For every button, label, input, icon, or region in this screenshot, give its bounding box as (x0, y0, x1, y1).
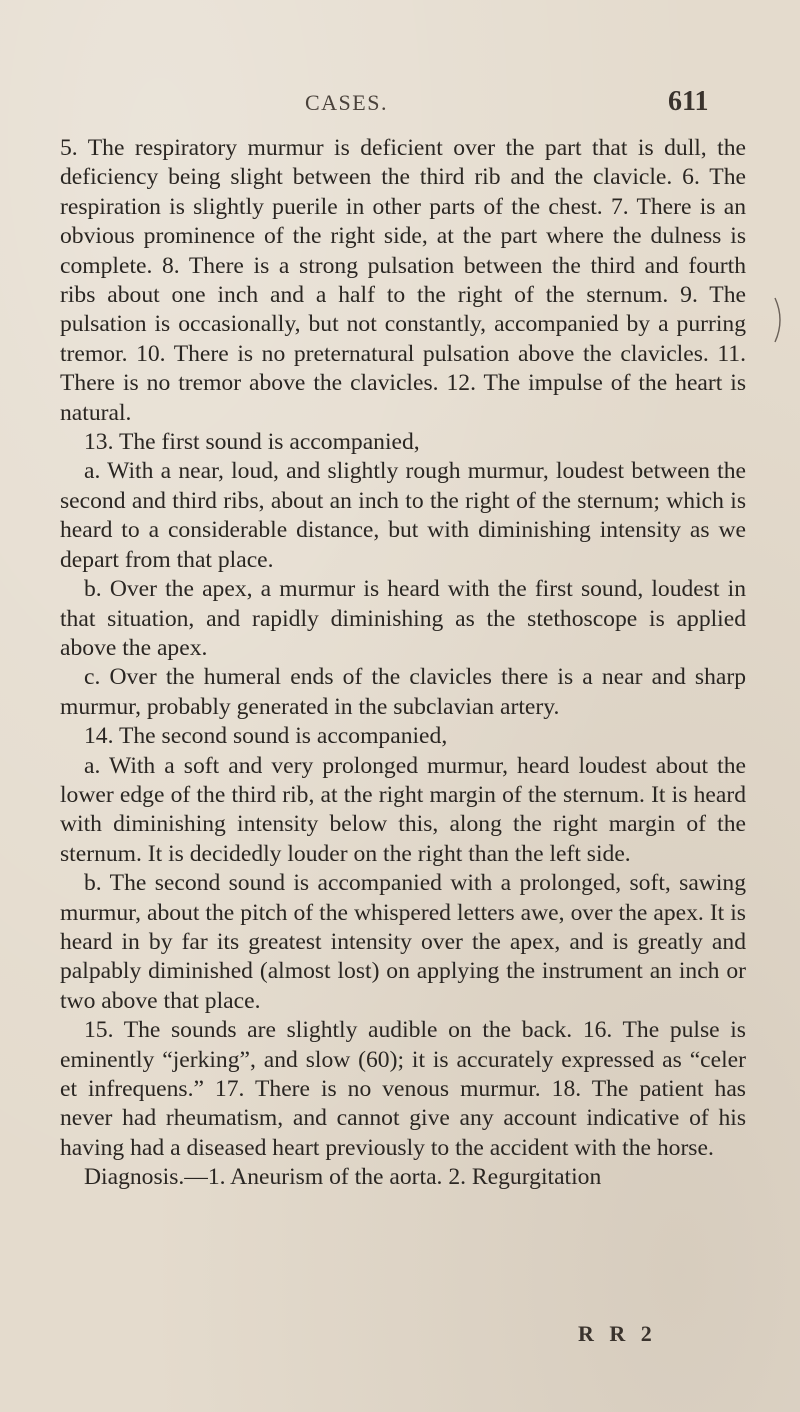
margin-bracket-mark (771, 296, 789, 344)
paragraph-second-sound-b: b. The second sound is accompanied with a prolonged, soft, sawing murmur, about the pitch of the whispered letters awe, over the apex. It is heard in by far its greatest intensity over the apex, and is greatly and palpably diminished (almost lost) on applying the instrument an inch or two above that place. (60, 870, 746, 1014)
paragraph-first-sound-a: a. With a near, loud, and slightly rough murmur, loudest between the second and third ribs, about an inch to the right of the sternum; which is heard to a considerable distance, but with diminishing intensity as we depart from that place. (60, 458, 746, 573)
paragraph-second-sound-a: a. With a soft and very prolonged murmur, heard loudest about the lower edge of the third rib, at the right margin of the sternum. It is heard with diminishing intensity below this, along the right margin of the sternum. It is decidedly louder on the right than the left side. (60, 752, 746, 867)
paragraph-diagnosis: Diagnosis.—1. Aneurism of the aorta. 2. Regurgitation (84, 1164, 602, 1191)
page-header (0, 86, 800, 124)
page-number: 611 (668, 86, 709, 117)
paragraph-second-sound: 14. The second sound is accompanied, (84, 723, 448, 750)
paragraph-first-sound-c: c. Over the humeral ends of the clavicles there is a near and sharp murmur, probably generated in the subclavian artery. (60, 664, 746, 720)
body-text (60, 134, 746, 1193)
paragraph-observations-5-12: 5. The respiratory murmur is deficient over the part that is dull, the deficiency being slight between the third rib and the clavicle. 6. The respiration is slightly puerile in other parts of the chest. 7. There is an obvious prominence of the right side, at the part where the dulness is complete. 8. There is a strong pulsation between the third and fourth ribs about one inch and a half to the right of the sternum. 9. The pulsation is occasionally, but not constantly, accompanied by a purring tremor. 10. There is no preternatural pulsation above the clavicles. 11. There is no tremor above the clavicles. 12. The impulse of the heart is natural. (60, 135, 746, 426)
running-title: CASES. (305, 90, 388, 115)
paragraph-observations-15-18: 15. The sounds are slightly audible on the back. 16. The pulse is eminently “jerking”, and slow (60); it is accurately expressed as “celer et infrequens.” 17. There is no venous murmur. 18. The patient has never had rheumatism, and cannot give any account indicative of his having had a diseased heart previously to the accident with the horse. (60, 1017, 746, 1161)
paragraph-first-sound-b: b. Over the apex, a murmur is heard with the first sound, loudest in that situation, and rapidly diminishing as the stethoscope is applied above the apex. (60, 576, 746, 661)
paragraph-first-sound: 13. The first sound is accompanied, (84, 429, 420, 456)
signature-mark: R R 2 (578, 1321, 657, 1346)
